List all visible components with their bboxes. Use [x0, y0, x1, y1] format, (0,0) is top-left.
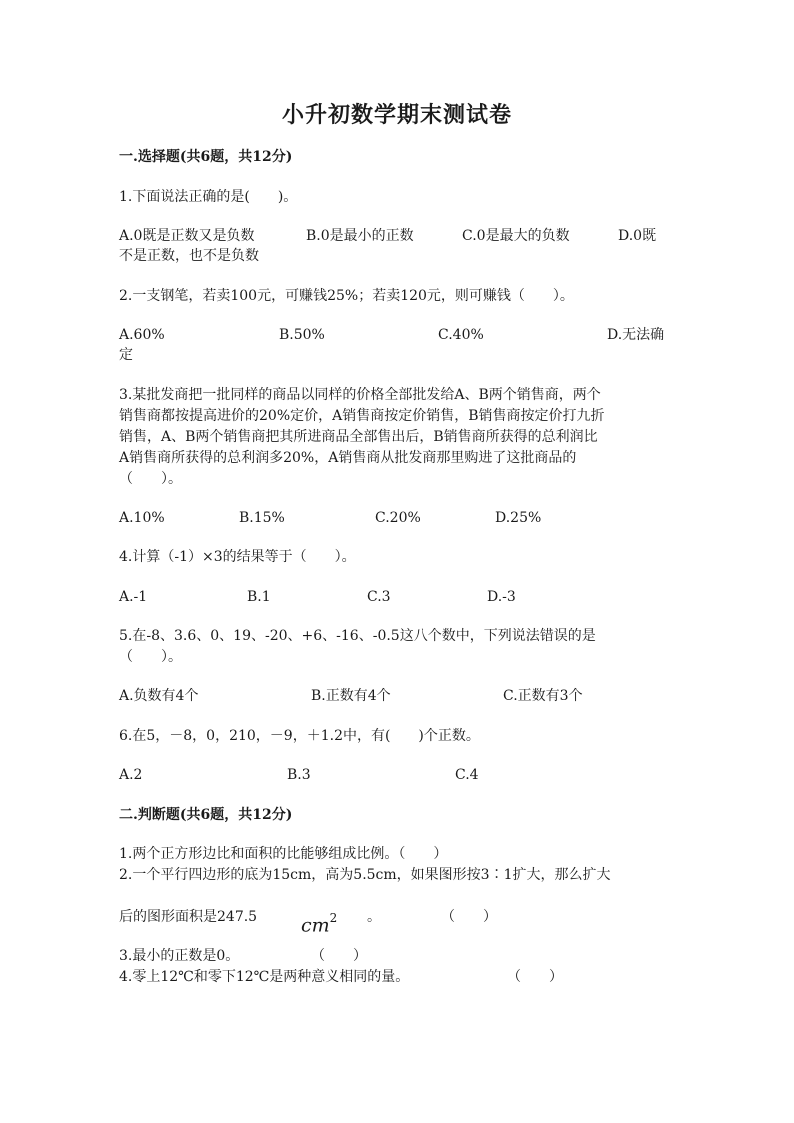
question-6-option-b: B.3 — [287, 767, 311, 783]
question-3-line-5: （ ）。 — [119, 471, 182, 487]
judgement-2-suffix: 。 — [367, 909, 381, 925]
section-heading-choice: 一.选择题(共6题，共12分) — [119, 149, 293, 165]
page-title: 小升初数学期末测试卷 — [281, 102, 512, 128]
area-unit-formula — [301, 910, 337, 935]
question-2-option-b: B.50% — [279, 327, 325, 343]
judgement-2-line-1: 2.一个平行四边形的底为15cm，高为5.5cm，如果图形按3∶1扩大，那么扩大 — [119, 867, 611, 883]
question-3-line-1: 3.某批发商把一批同样的商品以同样的价格全部批发给A、B两个销售商，两个 — [119, 387, 601, 403]
question-3-line-3: 销售，A、B两个销售商把其所进商品全部售出后，B销售商所获得的总利润比 — [119, 429, 598, 445]
question-2-option-c: C.40% — [438, 327, 484, 343]
question-1-option-a: A.0既是正数又是负数 — [119, 228, 255, 244]
question-2-stem: 2.一支钢笔，若卖100元，可赚钱25%；若卖120元，则可赚钱（ ）。 — [119, 288, 574, 304]
question-4-option-c: C.3 — [367, 589, 391, 605]
judgement-4-answer-paren: （ ） — [507, 969, 563, 985]
judgement-3-answer-paren: （ ） — [311, 948, 367, 964]
question-3-line-2: 销售商都按提高进价的20%定价，A销售商按定价销售，B销售商按定价打九折 — [119, 408, 605, 424]
judgement-4-text: 4.零上12℃和零下12℃是两种意义相同的量。 — [119, 969, 410, 985]
question-5-line-1: 5.在-8、3.6、0、19、-20、+6、-16、-0.5这八个数中，下列说法错误的是 — [119, 628, 596, 644]
question-4-stem: 4.计算（-1）×3的结果等于（ ）。 — [119, 549, 356, 565]
question-3-option-c: C.20% — [375, 510, 421, 526]
area-unit-exponent: 2 — [329, 911, 338, 925]
question-6-option-c: C.4 — [455, 767, 479, 783]
question-4-option-d: D.-3 — [487, 589, 516, 605]
question-2-option-d: D.无法确 — [607, 327, 665, 343]
question-6-option-a: A.2 — [119, 767, 143, 783]
question-1-option-c: C.0是最大的负数 — [462, 228, 570, 244]
question-3-option-d: D.25% — [495, 510, 542, 526]
question-1-stem: 1.下面说法正确的是( )。 — [119, 189, 298, 205]
question-3-option-a: A.10% — [119, 510, 165, 526]
question-2-option-a: A.60% — [119, 327, 165, 343]
question-1-option-d: D.0既 — [618, 228, 657, 244]
question-1-option-b: B.0是最小的正数 — [306, 228, 414, 244]
question-5-option-c: C.正数有3个 — [503, 688, 583, 704]
question-5-line-2: （ ）。 — [119, 649, 182, 665]
question-5-option-a: A.负数有4个 — [119, 688, 199, 704]
question-6-stem: 6.在5，－8，0，210，－9，＋1.2中，有( )个正数。 — [119, 728, 480, 744]
judgement-3-text: 3.最小的正数是0。 — [119, 948, 240, 964]
judgement-1: 1.两个正方形边比和面积的比能够组成比例。（ ） — [119, 846, 448, 862]
judgement-2-line-2-prefix: 后的图形面积是247.5 — [119, 909, 258, 925]
judgement-2-answer-paren: （ ） — [441, 909, 497, 925]
question-5-option-b: B.正数有4个 — [311, 688, 391, 704]
question-4-option-a: A.-1 — [119, 589, 148, 605]
section-heading-judgement: 二.判断题(共6题，共12分) — [119, 807, 293, 823]
question-3-line-4: A销售商所获得的总利润多20%，A销售商从批发商那里购进了这批商品的 — [119, 450, 577, 466]
question-3-option-b: B.15% — [239, 510, 285, 526]
question-4-option-b: B.1 — [247, 589, 271, 605]
question-1-option-d-wrap: 不是正数，也不是负数 — [119, 248, 259, 264]
question-2-option-d-wrap: 定 — [119, 347, 133, 363]
area-unit: cm — [301, 914, 330, 937]
